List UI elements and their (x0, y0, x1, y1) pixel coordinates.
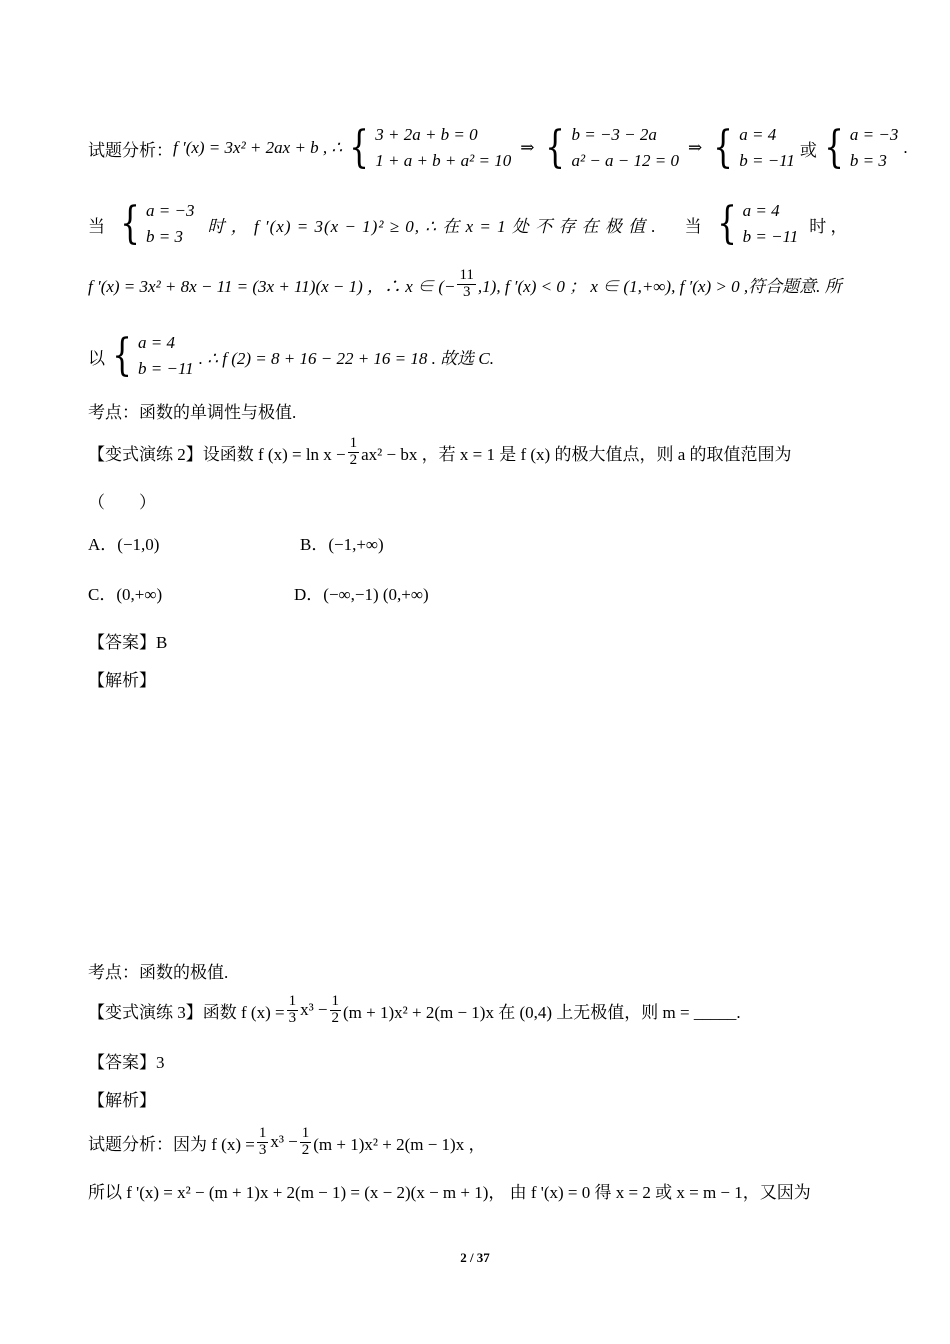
page-number: 2 / 37 (460, 1250, 490, 1265)
exercise-3-text-a: 【变式演练 3】函数 f (x) = (88, 1002, 285, 1022)
answer-label-1: 【答案】B (88, 633, 168, 652)
no-extremum-text: 时 ， f ′(x) = 3(x − 1)² ≥ 0, ∴ 在 x = 1 处 不 存 在 极 值 . (207, 216, 657, 236)
analysis-line-4 (88, 330, 494, 382)
exercise-3-text-c: (m + 1)x² + 2(m − 1)x 在 (0,4) 上无极值，则 m = _____. (343, 1002, 741, 1022)
equation-system-7: { a = 4 b = −11 (112, 330, 194, 381)
analysis-line-3 (88, 268, 842, 301)
analysis-5-text-c: (m + 1)x² + 2(m − 1)x ， (313, 1134, 486, 1154)
answer-parentheses: （ ） (88, 493, 156, 512)
answer-label-2: 【答案】3 (88, 1053, 165, 1072)
system-row: 3 + 2a + b = 0 (375, 125, 478, 144)
analysis-line-6: 所以 f '(x) = x² − (m + 1)x + 2(m − 1) = (x − 2)(x − m + 1)， 由 f '(x) = 0 得 x = 2 或 x = m − 1，又因为 (88, 1183, 811, 1202)
option-a: A．(−1,0) (88, 535, 160, 554)
equation-system-2: { b = −3 − 2a a² − a − 12 = 0 (545, 122, 679, 173)
analysis-label-1: 【解析】 (88, 671, 156, 690)
equation-system-1: { 3 + 2a + b = 0 1 + a + b + a² = 10 (349, 122, 512, 173)
analysis-label: 试题分析： (88, 140, 173, 160)
system-row: a = 4 (739, 125, 777, 144)
kaodian-1: 考点：函数的单调性与极值. (88, 403, 297, 422)
system-row: b = −11 (742, 227, 799, 246)
equation-system-4: { a = −3 b = 3 (824, 122, 899, 173)
implies-symbol: ⇒ (520, 138, 535, 157)
exercise-3-text-b: x³ − (300, 1000, 328, 1020)
so-word: 以 (88, 348, 105, 368)
system-row: b = −3 − 2a (571, 125, 657, 144)
interval-sign-text: ,1), f ′(x) < 0 ； x ∈ (1,+∞), f ′(x) > 0 ,符合题意. 所 (477, 276, 842, 296)
f2-result-text: . ∴ f (2) = 8 + 16 − 22 + 16 = 18 . 故选 C. (198, 348, 494, 368)
option-row-1 (88, 530, 384, 555)
system-row: a = −3 (146, 201, 195, 220)
option-row-2 (88, 580, 429, 605)
system-row: b = 3 (849, 151, 887, 170)
analysis-line-5 (88, 1126, 485, 1159)
period: . (903, 138, 908, 157)
equation-system-3: { a = 4 b = −11 (713, 122, 795, 173)
exercise-2-text-a: 【变式演练 2】设函数 f (x) = ln x − (88, 444, 346, 464)
system-row: a = −3 (849, 125, 899, 144)
when-word: 当 (684, 216, 702, 236)
derivative-expression: f ′(x) = 3x² + 2ax + b , ∴ (173, 138, 343, 157)
analysis-line-1 (88, 122, 908, 174)
system-row: 1 + a + b + a² = 10 (375, 151, 512, 170)
exercise-2-stem (88, 436, 792, 469)
fraction-1-2: $\frac{1}{2}$ (331, 993, 340, 1026)
system-row: a = 4 (138, 333, 175, 352)
fraction-11-3: $\frac{11}{3}$ (459, 267, 474, 300)
option-c: C．(0,+∞) (88, 585, 163, 604)
kaodian-2: 考点：函数的极值. (88, 963, 229, 982)
option-b: B．(−1,+∞) (300, 535, 384, 554)
equation-system-6: { a = 4 b = −11 (716, 198, 799, 249)
exercise-2-text-b: ax² − bx ，若 x = 1 是 f (x) 的极大值点，则 a 的取值范围为 (361, 444, 792, 464)
analysis-label-2: 【解析】 (88, 1091, 156, 1110)
exercise-3-stem (88, 994, 741, 1027)
system-row: b = 3 (146, 227, 183, 246)
fraction-1-2: $\frac{1}{2}$ (301, 1125, 310, 1158)
analysis-line-2 (88, 198, 848, 250)
when-word: 当 (88, 216, 105, 236)
system-row: b = −11 (739, 151, 795, 170)
option-d: D．(−∞,−1) (0,+∞) (294, 585, 429, 604)
implies-symbol: ⇒ (687, 138, 703, 157)
system-row: a = 4 (742, 201, 780, 220)
time-word: 时 ， (809, 216, 848, 236)
derivative-factor-text: f ′(x) = 3x² + 8x − 11 = (3x + 11)(x − 1) ，∴ x ∈ (− (88, 276, 456, 296)
analysis-5-text-a: 试题分析：因为 f (x) = (88, 1134, 255, 1154)
or-word: 或 (799, 140, 817, 160)
fraction-1-2: $\frac{1}{2}$ (349, 435, 358, 468)
analysis-5-text-b: x³ − (270, 1132, 298, 1152)
fraction-1-3: $\frac{1}{3}$ (288, 993, 297, 1026)
equation-system-5: { a = −3 b = 3 (120, 198, 195, 249)
fraction-1-3: $\frac{1}{3}$ (258, 1125, 267, 1158)
system-row: b = −11 (138, 359, 194, 378)
system-row: a² − a − 12 = 0 (571, 151, 679, 170)
